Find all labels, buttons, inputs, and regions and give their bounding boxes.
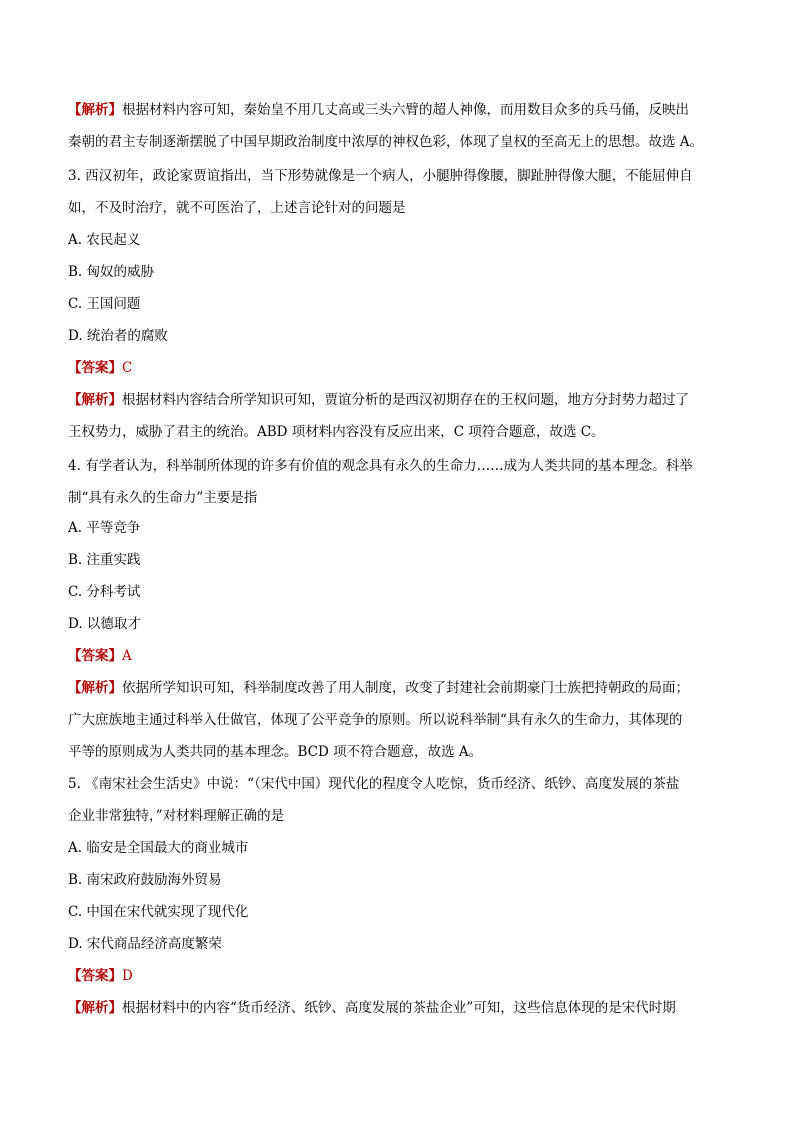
analysis-label: 【解析】 <box>68 680 122 696</box>
q2-analysis-text-2: 秦朝的君主专制逐渐摆脱了中国早期政治制度中浓厚的神权色彩，体现了皇权的至高无上的思想。故选 A。 <box>68 134 704 150</box>
q3-option-d: D. 统治者的腐败 <box>68 328 168 344</box>
q3-option-c: C. 王国问题 <box>68 296 141 312</box>
q3-option-a: A. 农民起义 <box>68 232 141 248</box>
q4-stem-1: 4. 有学者认为，科举制所体现的许多有价值的观念具有永久的生命力……成为人类共同的基本理念。科举 <box>68 458 693 474</box>
q3-stem-1: 3. 西汉初年，政论家贾谊指出，当下形势就像是一个病人，小腿肿得像腰，脚趾肿得像大腿，不能屈伸自 <box>68 168 693 184</box>
q4-answer <box>68 646 728 666</box>
q5-answer-value: D <box>122 968 133 984</box>
analysis-label: 【解析】 <box>68 392 122 408</box>
q2-analysis <box>68 100 728 120</box>
q3-option-b: B. 匈奴的威胁 <box>68 264 155 280</box>
q4-option-d: D. 以德取才 <box>68 616 141 632</box>
answer-label: 【答案】 <box>68 648 122 664</box>
q4-option-b: B. 注重实践 <box>68 552 141 568</box>
q4-answer-value: A <box>122 648 132 664</box>
q5-analysis-text-1: 根据材料中的内容“货币经济、纸钞、高度发展的茶盐企业”可知，这些信息体现的是宋代时期 <box>122 1000 676 1016</box>
q5-stem-2: 企业非常独特，”对材料理解正确的是 <box>68 808 285 824</box>
q5-option-c: C. 中国在宋代就实现了现代化 <box>68 904 249 920</box>
answer-label: 【答案】 <box>68 360 122 376</box>
answer-label: 【答案】 <box>68 968 122 984</box>
q3-answer-value: C <box>122 360 133 376</box>
q4-option-c: C. 分科考试 <box>68 584 141 600</box>
q5-analysis <box>68 998 728 1018</box>
q5-option-b: B. 南宋政府鼓励海外贸易 <box>68 872 222 888</box>
q4-analysis-text-2: 广大庶族地主通过科举入仕做官，体现了公平竞争的原则。所以说科举制“具有永久的生命力，其体现的 <box>68 712 683 728</box>
analysis-label: 【解析】 <box>68 1000 122 1016</box>
q3-analysis-text-1: 根据材料内容结合所学知识可知，贾谊分析的是西汉初期存在的王权问题，地方分封势力超过了 <box>122 392 689 408</box>
q3-analysis-text-2: 王权势力，威胁了君主的统治。ABD 项材料内容没有反应出来，C 项符合题意，故选 C。 <box>68 424 605 440</box>
q2-analysis-text-1: 根据材料内容可知，秦始皇不用几丈高或三头六臂的超人神像，而用数目众多的兵马俑，反映出 <box>122 102 689 118</box>
q5-option-a: A. 临安是全国最大的商业城市 <box>68 840 249 856</box>
q4-analysis-text-3: 平等的原则成为人类共同的基本理念。BCD 项不符合题意，故选 A。 <box>68 744 483 760</box>
q4-analysis <box>68 678 728 698</box>
analysis-label: 【解析】 <box>68 102 122 118</box>
q4-stem-2: 制“具有永久的生命力”主要是指 <box>68 490 258 506</box>
q5-stem-1: 5. 《南宋社会生活史》中说：“（宋代中国）现代化的程度令人吃惊，货币经济、纸钞、高度发展的茶盐 <box>68 776 680 792</box>
q5-option-d: D. 宋代商品经济高度繁荣 <box>68 936 222 952</box>
q3-answer <box>68 358 728 378</box>
q4-option-a: A. 平等竞争 <box>68 520 141 536</box>
q3-analysis <box>68 390 728 410</box>
q3-stem-2: 如，不及时治疗，就不可医治了，上述言论针对的问题是 <box>68 200 406 216</box>
q5-answer <box>68 966 728 986</box>
q4-analysis-text-1: 依据所学知识可知，科举制度改善了用人制度，改变了封建社会前期豪门士族把持朝政的局面； <box>122 680 689 696</box>
